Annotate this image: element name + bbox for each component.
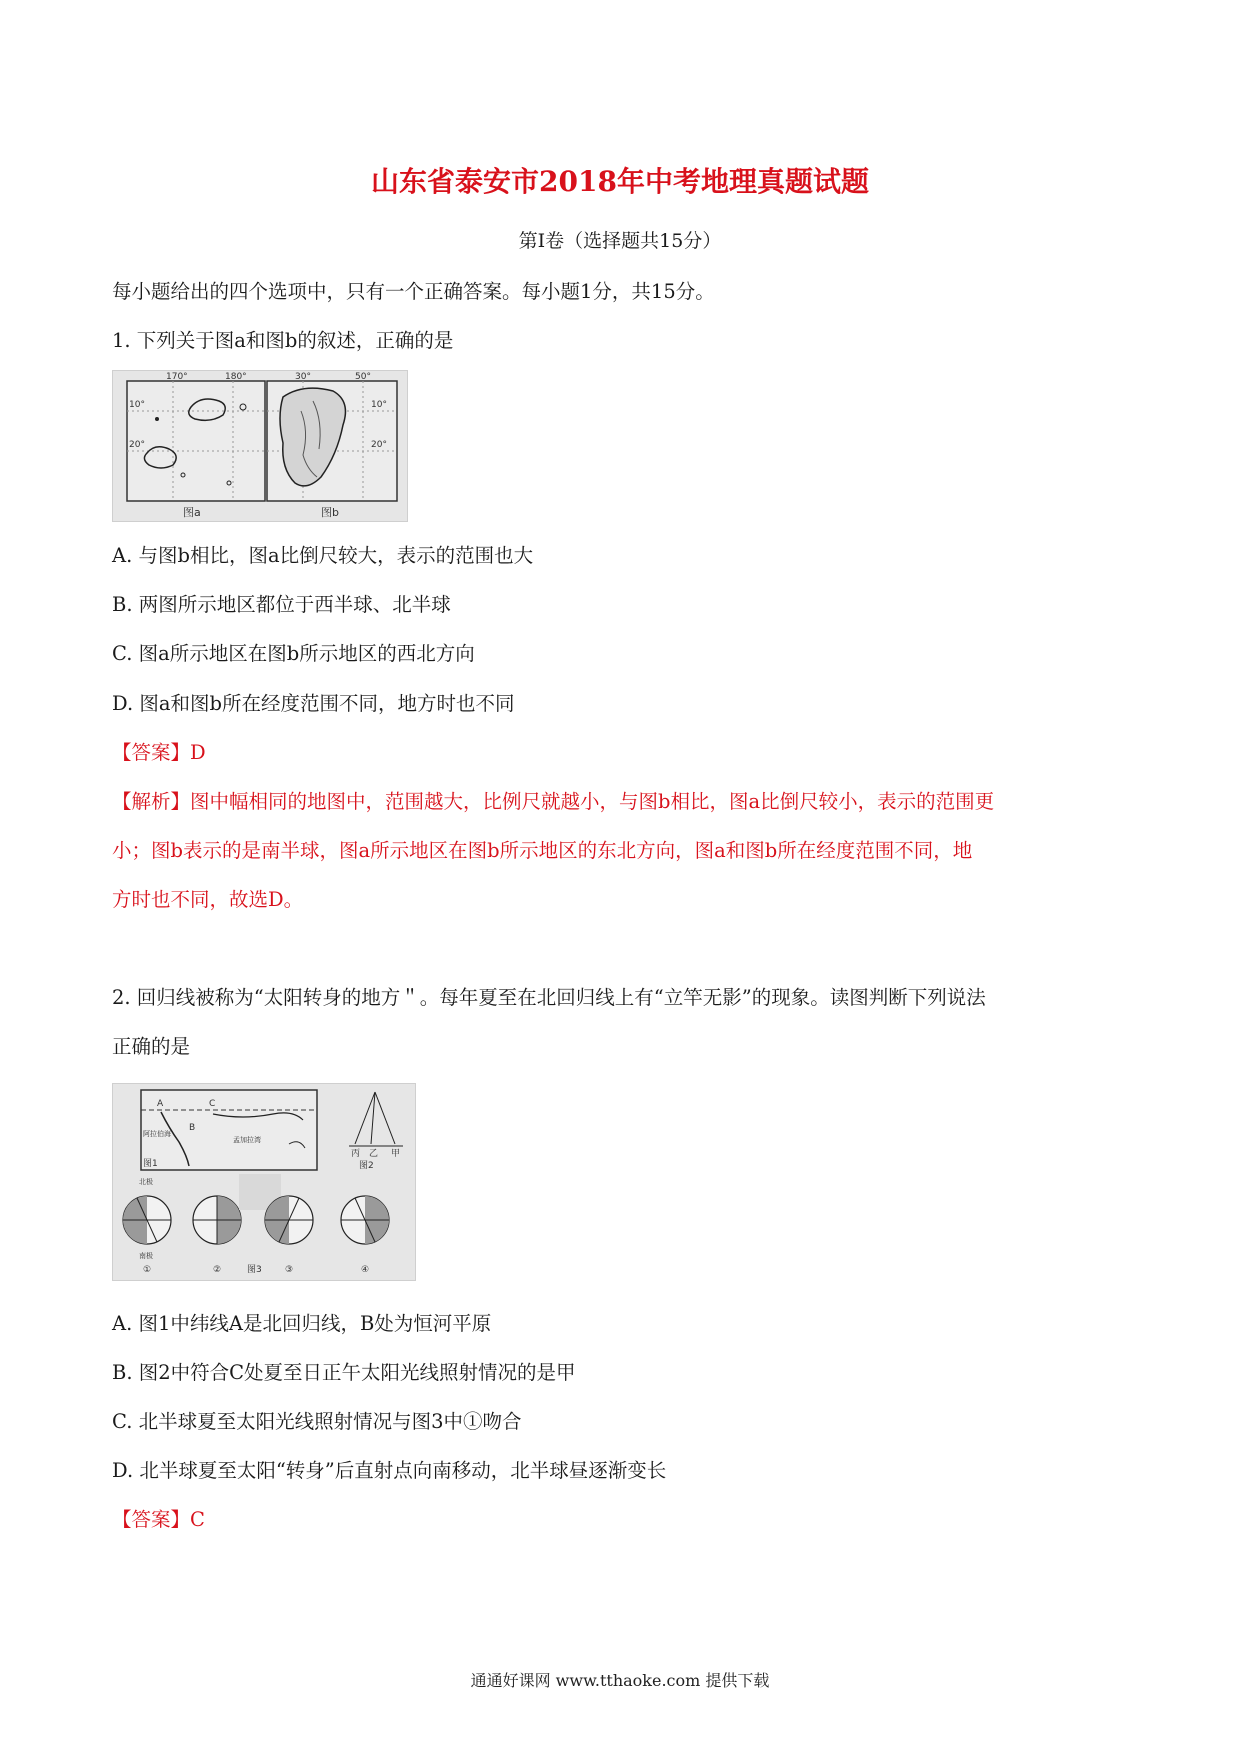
question-1-stem: 1. 下列关于图a和图b的叙述，正确的是 bbox=[112, 329, 454, 352]
q1-analysis-line: 【解析】图中幅相同的地图中，范围越大，比例尺就越小，与图b相比，图a比倒尺较小，表示的范围更 bbox=[112, 790, 995, 813]
q2-option-c: C. 北半球夏至太阳光线照射情况与图3中①吻合 bbox=[112, 1410, 522, 1433]
globe-number: ① bbox=[143, 1265, 152, 1275]
section-heading: 第Ⅰ卷（选择题共15分） bbox=[518, 230, 722, 252]
lat-label-a2: 20° bbox=[129, 440, 145, 450]
q1-analysis-line: 方时也不同，故选D。 bbox=[112, 888, 304, 911]
globe-number: ④ bbox=[361, 1265, 370, 1275]
question-1-figure bbox=[112, 370, 408, 522]
q2-option-a: A. 图1中纬线A是北回归线，B处为恒河平原 bbox=[112, 1312, 492, 1335]
ray-label: 丙 bbox=[351, 1149, 361, 1159]
sea-label: 阿拉伯海 bbox=[143, 1130, 171, 1138]
q1-answer: 【答案】D bbox=[112, 741, 206, 764]
lon-label-a2: 180° bbox=[225, 372, 247, 382]
instructions: 每小题给出的四个选项中，只有一个正确答案。每小题1分，共15分。 bbox=[112, 280, 715, 303]
q2-answer: 【答案】C bbox=[112, 1508, 205, 1531]
lon-label-b2: 50° bbox=[355, 372, 371, 382]
figure-3-globes bbox=[123, 1174, 389, 1275]
map-panel-b bbox=[267, 372, 397, 519]
q1-option-d: D. 图a和图b所在经度范围不同，地方时也不同 bbox=[112, 692, 515, 715]
question-2-figure bbox=[112, 1083, 416, 1281]
panel-b-caption: 图b bbox=[321, 506, 339, 519]
page-footer: 通通好课网 www.tthaoke.com 提供下载 bbox=[470, 1671, 770, 1690]
figure-1-map bbox=[141, 1090, 317, 1170]
panel-a-caption: 图a bbox=[183, 506, 201, 519]
lon-label-b1: 30° bbox=[295, 372, 311, 382]
question-2-stem: 正确的是 bbox=[112, 1035, 191, 1058]
q1-option-b: B. 两图所示地区都位于西半球、北半球 bbox=[112, 593, 451, 616]
globe-south-label: 南极 bbox=[139, 1252, 153, 1260]
map-label-c: C bbox=[209, 1099, 216, 1109]
q1-option-a: A. 与图b相比，图a比倒尺较大，表示的范围也大 bbox=[112, 544, 534, 567]
map-panel-a bbox=[127, 372, 265, 519]
q2-option-d: D. 北半球夏至太阳“转身”后直射点向南移动，北半球昼逐渐变长 bbox=[112, 1459, 667, 1482]
lon-label-a1: 170° bbox=[166, 372, 188, 382]
lat-label-b1: 10° bbox=[371, 400, 387, 410]
figure-2-rays bbox=[349, 1092, 403, 1171]
q1-analysis-line: 小；图b表示的是南半球，图a所示地区在图b所示地区的东北方向，图a和图b所在经度范围不同，地 bbox=[112, 839, 973, 862]
globe-north-label: 北极 bbox=[139, 1178, 153, 1186]
lat-label-a1: 10° bbox=[129, 400, 145, 410]
page-title: 山东省泰安市2018年中考地理真题试题 bbox=[371, 165, 869, 198]
map-label-a: A bbox=[157, 1099, 164, 1109]
question-2-stem: 2. 回归线被称为“太阳转身的地方＂。每年夏至在北回归线上有“立竿无影”的现象。读图判断下列说法 bbox=[112, 986, 986, 1009]
map-label-b: B bbox=[189, 1123, 196, 1133]
figure-2-label: 图2 bbox=[359, 1161, 374, 1171]
globe-number: ③ bbox=[285, 1265, 294, 1275]
figure-1-label: 图1 bbox=[143, 1159, 158, 1169]
bay-label: 孟加拉湾 bbox=[233, 1136, 261, 1144]
globe-number: ② bbox=[213, 1265, 222, 1275]
lat-label-b2: 20° bbox=[371, 440, 387, 450]
ray-label: 甲 bbox=[391, 1149, 401, 1159]
q1-option-c: C. 图a所示地区在图b所示地区的西北方向 bbox=[112, 642, 475, 665]
figure-3-label: 图3 bbox=[247, 1265, 262, 1275]
ray-label: 乙 bbox=[369, 1149, 379, 1159]
q2-option-b: B. 图2中符合C处夏至日正午太阳光线照射情况的是甲 bbox=[112, 1361, 576, 1384]
